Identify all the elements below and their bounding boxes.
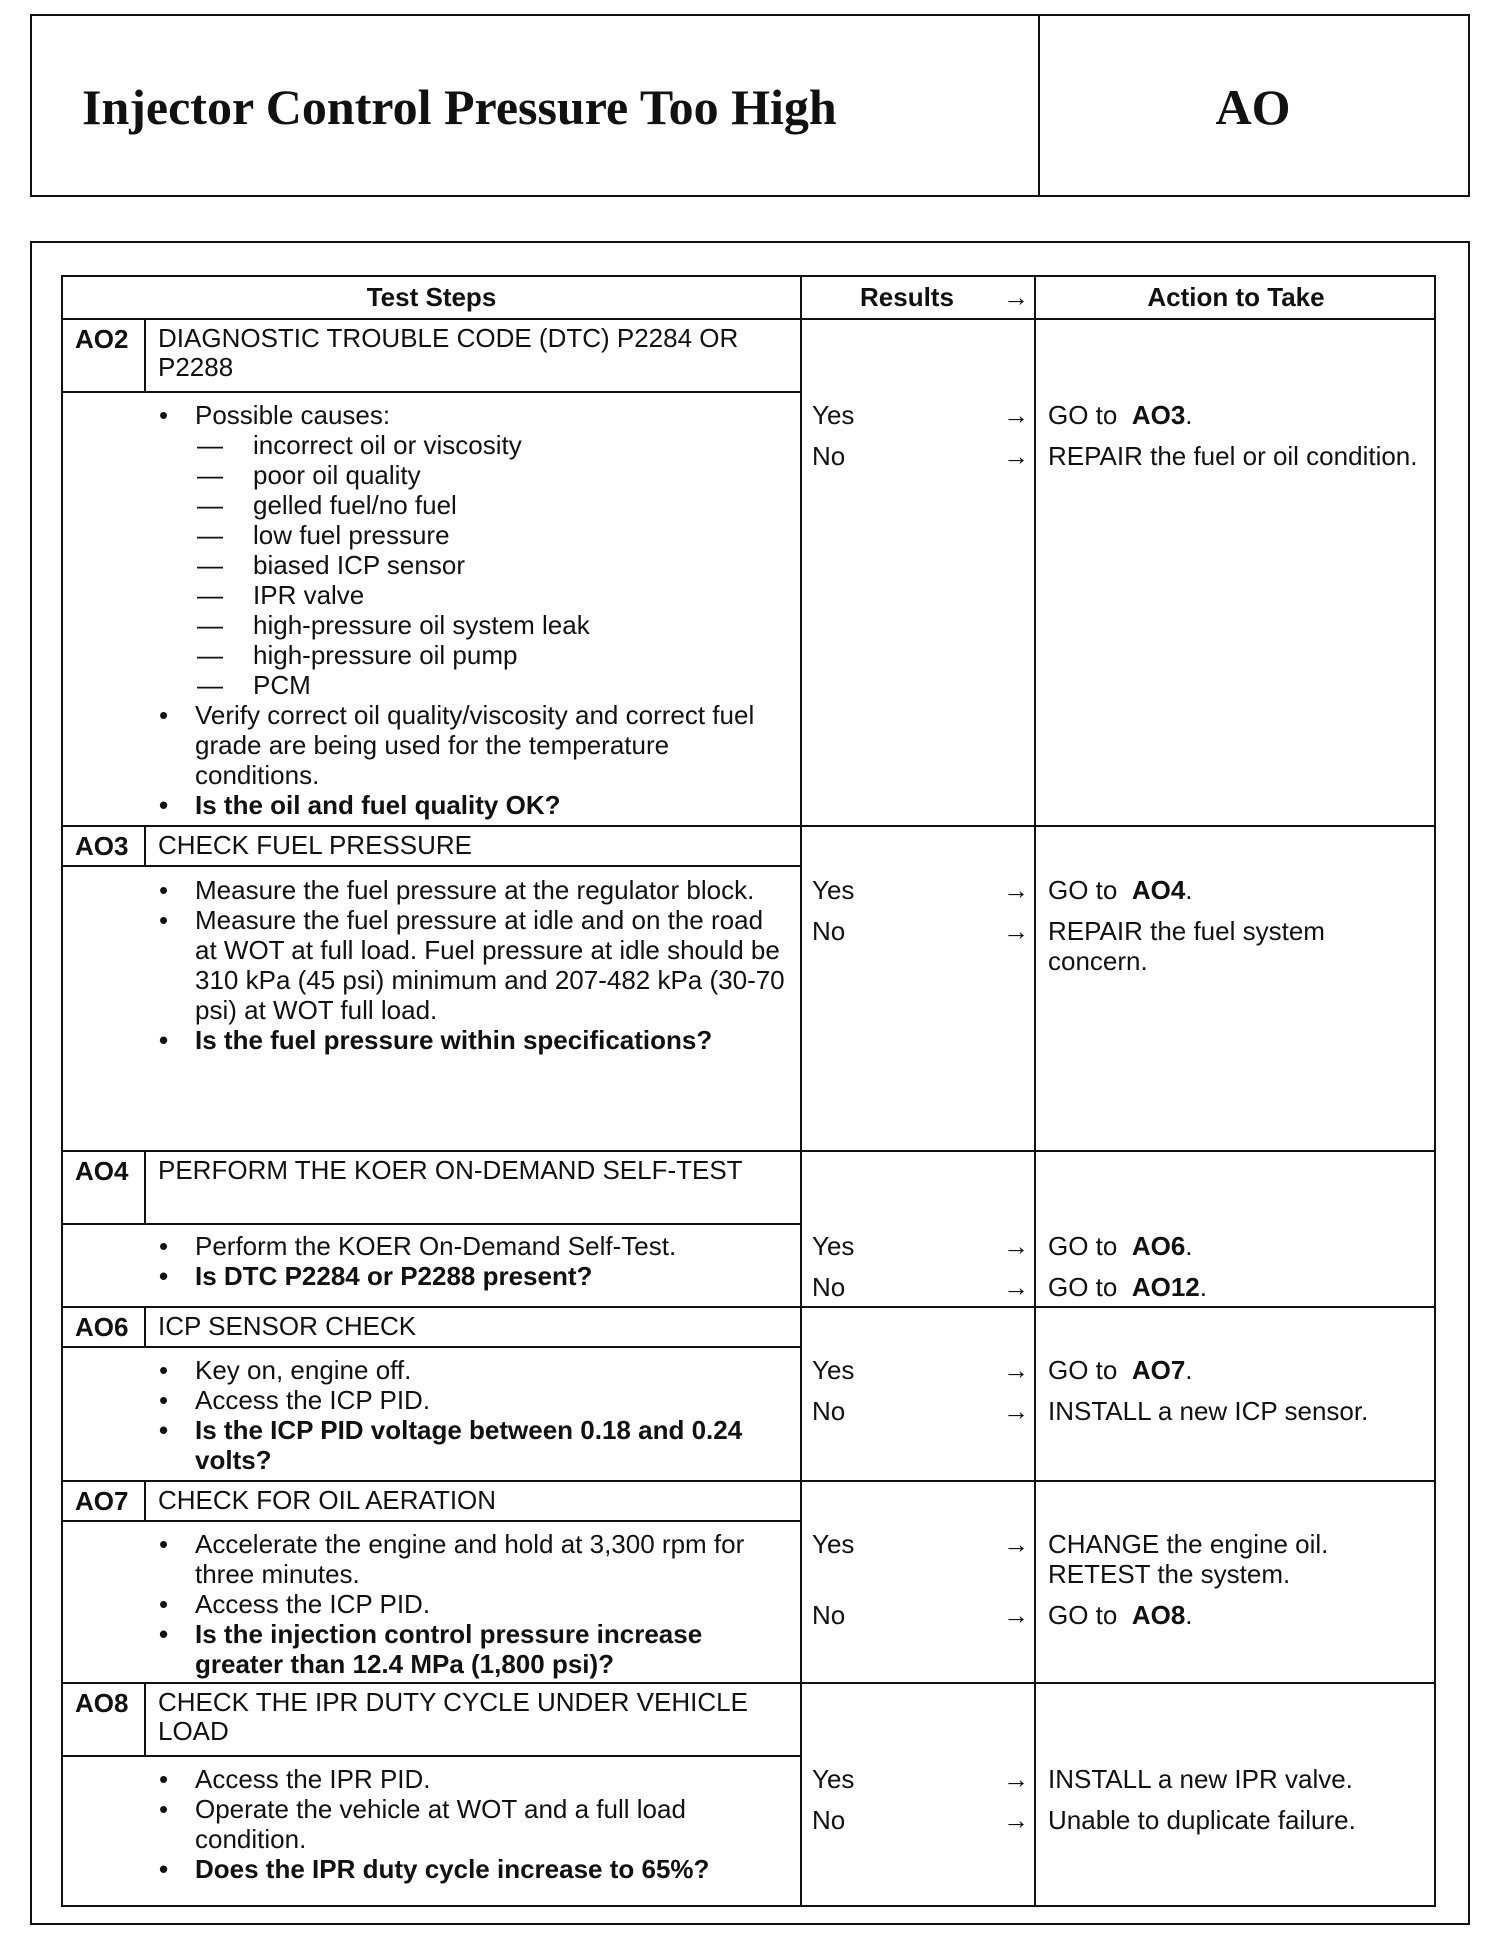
- action-text: CHANGE the engine oil. RETEST the system.: [1048, 1529, 1329, 1589]
- list-item: • Access the ICP PID.: [159, 1385, 431, 1415]
- result-no: No: [812, 1805, 846, 1835]
- table-row: [63, 1152, 1434, 1308]
- table-row: [63, 1482, 1434, 1684]
- action-text: INSTALL a new ICP sensor.: [1048, 1396, 1369, 1426]
- table-header: [63, 277, 1434, 320]
- list-item: — high-pressure oil pump: [197, 640, 518, 670]
- step-header: [63, 827, 800, 867]
- list-item: • Measure the fuel pressure at the regulator block.: [159, 875, 755, 905]
- step-bullets: [155, 1355, 785, 1475]
- arrow-icon: →: [1003, 1272, 1029, 1302]
- action-text: GO to AO7.: [1048, 1355, 1193, 1385]
- arrow-icon: →: [1003, 1231, 1029, 1261]
- step-id: AO6: [63, 1308, 146, 1346]
- list-item: • Verify correct oil quality/viscosity and correct fuel grade are being used for the temperature conditions.: [159, 700, 755, 790]
- step-header: [63, 1152, 800, 1225]
- header-results: Results: [860, 282, 954, 312]
- step-header: [63, 1308, 800, 1348]
- list-item: • Access the IPR PID.: [159, 1764, 431, 1794]
- result-yes: Yes: [812, 400, 855, 430]
- list-item: • Perform the KOER On-Demand Self-Test.: [159, 1231, 677, 1261]
- result-yes: Yes: [812, 1764, 855, 1794]
- list-item: — PCM: [197, 670, 311, 700]
- step-id: AO7: [63, 1482, 146, 1520]
- step-question: • Is the injection control pressure increase greater than 12.4 MPa (1,800 psi)?: [159, 1619, 703, 1679]
- step-title: DIAGNOSTIC TROUBLE CODE (DTC) P2284 OR P2288: [158, 323, 739, 382]
- step-question: • Is the oil and fuel quality OK?: [159, 790, 561, 820]
- step-header: [63, 1684, 800, 1757]
- action-text: REPAIR the fuel system concern.: [1048, 916, 1325, 976]
- result-no: No: [812, 1600, 846, 1630]
- result-yes: Yes: [812, 875, 855, 905]
- step-bullets: [155, 400, 785, 820]
- action-text: REPAIR the fuel or oil condition.: [1048, 441, 1418, 471]
- action-text: GO to AO8.: [1048, 1600, 1193, 1630]
- list-item: — biased ICP sensor: [197, 550, 465, 580]
- step-question: • Is the fuel pressure within specifications?: [159, 1025, 713, 1055]
- step-id: AO8: [63, 1684, 146, 1755]
- list-item: • Possible causes:: [159, 400, 391, 430]
- arrow-icon: →: [1003, 1805, 1029, 1835]
- list-item: — high-pressure oil system leak: [197, 610, 590, 640]
- arrow-icon: →: [1003, 916, 1029, 946]
- arrow-icon: →: [1003, 441, 1029, 471]
- section-code: AO: [1215, 79, 1291, 135]
- step-question: • Is the ICP PID voltage between 0.18 and 0.24 volts?: [159, 1415, 743, 1475]
- header-arrow: →: [1003, 282, 1029, 312]
- table-row: [63, 320, 1434, 827]
- step-title: ICP SENSOR CHECK: [158, 1311, 417, 1341]
- step-id: AO4: [63, 1152, 146, 1223]
- header-action: Action to Take: [1147, 282, 1325, 312]
- arrow-icon: →: [1003, 400, 1029, 430]
- list-item: • Operate the vehicle at WOT and a full load condition.: [159, 1794, 686, 1854]
- header-test-steps: Test Steps: [366, 282, 497, 312]
- step-bullets: [155, 1529, 785, 1679]
- list-item: • Access the ICP PID.: [159, 1589, 431, 1619]
- step-title: CHECK FOR OIL AERATION: [158, 1485, 497, 1515]
- arrow-icon: →: [1003, 1600, 1029, 1630]
- action-text: GO to AO3.: [1048, 400, 1193, 430]
- action-text: INSTALL a new IPR valve.: [1048, 1764, 1353, 1794]
- step-question: • Does the IPR duty cycle increase to 65%?: [159, 1854, 710, 1884]
- arrow-icon: →: [1003, 1764, 1029, 1794]
- list-item: — gelled fuel/no fuel: [197, 490, 457, 520]
- table-row: [63, 1684, 1434, 1907]
- arrow-icon: →: [1003, 1396, 1029, 1426]
- action-text: GO to AO4.: [1048, 875, 1193, 905]
- step-bullets: [155, 1231, 785, 1291]
- step-title: CHECK FUEL PRESSURE: [158, 830, 472, 860]
- action-text: GO to AO6.: [1048, 1231, 1193, 1261]
- diagnostic-table: [61, 275, 1436, 1907]
- list-item: — poor oil quality: [197, 460, 421, 490]
- table-row: [63, 1308, 1434, 1482]
- action-text: Unable to duplicate failure.: [1048, 1805, 1356, 1835]
- step-bullets: [155, 1764, 785, 1884]
- step-title: PERFORM THE KOER ON-DEMAND SELF-TEST: [158, 1155, 743, 1185]
- result-yes: Yes: [812, 1529, 855, 1559]
- result-no: No: [812, 441, 846, 471]
- list-item: — IPR valve: [197, 580, 365, 610]
- arrow-icon: →: [1003, 1355, 1029, 1385]
- result-no: No: [812, 1396, 846, 1426]
- step-id: AO2: [63, 320, 146, 391]
- result-no: No: [812, 1272, 846, 1302]
- step-bullets: [155, 875, 785, 1055]
- result-yes: Yes: [812, 1231, 855, 1261]
- step-id: AO3: [63, 827, 146, 865]
- arrow-icon: →: [1003, 875, 1029, 905]
- result-no: No: [812, 916, 846, 946]
- list-item: — low fuel pressure: [197, 520, 450, 550]
- step-header: [63, 1482, 800, 1522]
- page-title: Injector Control Pressure Too High: [82, 79, 837, 135]
- result-yes: Yes: [812, 1355, 855, 1385]
- step-question: • Is DTC P2284 or P2288 present?: [159, 1261, 593, 1291]
- list-item: • Measure the fuel pressure at idle and on the road at WOT at full load. Fuel pressure at idle should be 310 kPa (45 psi) minimum and 207-482 kPa (30-70 psi) at WOT full load.: [159, 905, 785, 1025]
- table-row: [63, 827, 1434, 1152]
- list-item: • Accelerate the engine and hold at 3,300 rpm for three minutes.: [159, 1529, 745, 1589]
- title-box: [30, 14, 1470, 197]
- list-item: • Key on, engine off.: [159, 1355, 412, 1385]
- step-title: CHECK THE IPR DUTY CYCLE UNDER VEHICLE LOAD: [158, 1687, 748, 1746]
- step-header: [63, 320, 800, 393]
- list-item: — incorrect oil or viscosity: [197, 430, 522, 460]
- arrow-icon: →: [1003, 1529, 1029, 1559]
- action-text: GO to AO12.: [1048, 1272, 1207, 1302]
